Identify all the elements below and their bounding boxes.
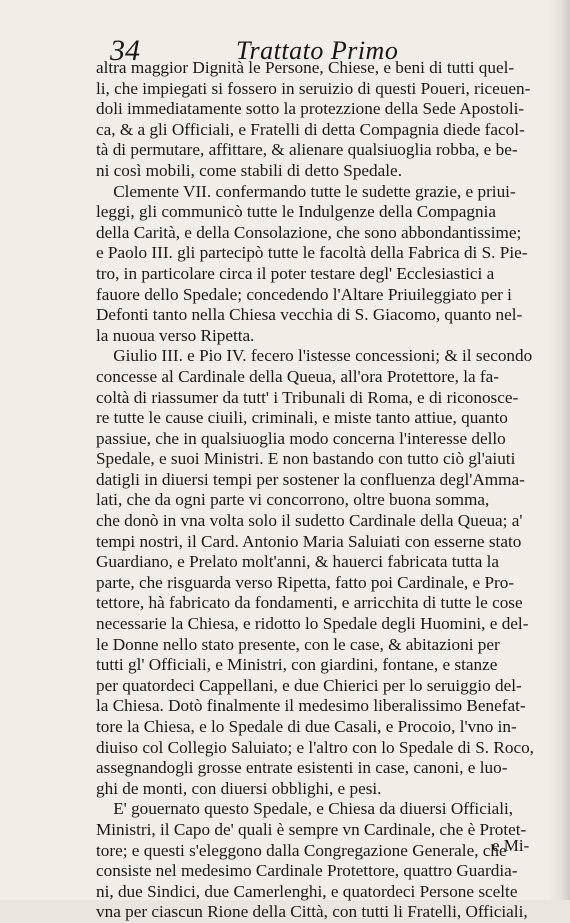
text-line: ni, due Sindici, due Camerlenghi, e quatordeci Persone scelte xyxy=(96,881,518,901)
text-line: che donò in vna volta solo il sudetto Cardinale della Queua; a' xyxy=(96,511,523,531)
text-line: li, che impiegati si fossero in seruizio di questi Poueri, riceuen- xyxy=(96,78,531,98)
text-line: concesse al Cardinale della Queua, all'ora Protettore, la fa- xyxy=(96,366,499,386)
text-line: parte, che risguarda verso Ripetta, fatto poi Cardinale, e Pro- xyxy=(96,572,515,592)
text-line: Guardiano, e Prelato molt'anni, & hauerci fabricata tutta la xyxy=(96,552,500,572)
text-line: coltà di riassumer da tutt' i Tribunali di Roma, e di riconosce- xyxy=(96,387,519,407)
text-line: passiue, che in qualsiuoglia modo concerna l'interesse dello xyxy=(96,428,506,448)
running-title: Trattato Primo xyxy=(236,36,399,65)
text-line: tà di permutare, affittare, & alienare qualsiuoglia robba, e be- xyxy=(96,140,518,160)
text-line: tempi nostri, il Card. Antonio Maria Saluiati con esserne stato xyxy=(96,531,522,551)
text-line: tro, in particolare circa il poter testare degl' Ecclesiastici a xyxy=(96,263,495,283)
catchword: e Mi- xyxy=(492,836,530,855)
text-line: Ministri, il Capo de' quali è sempre vn Cardinale, che è Protet- xyxy=(96,819,527,839)
text-line: lati, che da ogni parte vi concorrono, oltre buona somma, xyxy=(96,490,490,510)
text-line: E' gouernato questo Spedale, e Chiesa da diuersi Officiali, xyxy=(96,799,514,819)
text-line: Defonti tanto nella Chiesa vecchia di S. Giacomo, quanto nel- xyxy=(96,305,523,325)
text-line: re tutte le cause ciuili, criminali, e miste tanto attiue, quanto xyxy=(96,408,508,428)
text-line: fauore dello Spedale; concedendo l'Altare Priuileggiato per i xyxy=(96,284,512,304)
text-line: vna per ciascun Rione della Città, con tutti li Fratelli, Officiali, xyxy=(96,902,528,922)
text-line: Giulio III. e Pio IV. fecero l'istesse concessioni; & il secondo xyxy=(96,346,533,366)
text-line: ni così mobili, come stabili di detto Spedale. xyxy=(96,160,402,180)
text-line: la Chiesa. Dotò finalmente il medesimo liberalissimo Benefat- xyxy=(96,696,526,716)
text-line: leggi, gli communicò tutte le Indulgenze della Compagnia xyxy=(96,202,496,222)
body-text xyxy=(96,58,556,923)
text-line: necessarie la Chiesa, e ridotto lo Spedale degli Huomini, e del- xyxy=(96,614,529,634)
text-line: tore la Chiesa, e lo Spedale di due Casali, e Procoio, l'vno in- xyxy=(96,717,517,736)
text-line: ghi de monti, con diuersi obblighi, e pesi. xyxy=(96,778,382,798)
text-line: ca, & a gli Officiali, e Fratelli di detta Compagnia diede facol- xyxy=(96,119,525,139)
text-line: tutti gl' Officiali, e Ministri, con giardini, fontane, e stanze xyxy=(96,655,498,675)
text-line: diuiso col Collegio Saluiato; e l'altro con lo Spedale di S. Roco, xyxy=(96,737,534,757)
text-line: doli immediatamente sotto la protezzione della Sede Apostoli- xyxy=(96,99,525,119)
text-line: Spedale, e suoi Ministri. E non bastando con tutto ciò gl'aiuti xyxy=(96,449,516,469)
text-line: le Donne nello stato presente, con le case, & abitazioni per xyxy=(96,634,500,654)
text-line: tettore, hà fabricato da fondamenti, e arricchita di tutte le cose xyxy=(96,593,523,613)
text-line: Clemente VII. confermando tutte le sudette grazie, e priui- xyxy=(96,181,516,201)
text-line: per quatordeci Cappellani, e due Chierici per lo seruiggio del- xyxy=(96,675,522,695)
text-line: assegnandogli grosse entrate esistenti in case, canoni, e luo- xyxy=(96,758,508,778)
text-line: della Carità, e della Consolazione, che sono abbondantissime; xyxy=(96,222,522,242)
text-line: tore; e questi s'eleggono dalla Congregazione Generale, che xyxy=(96,840,507,860)
text-line: e Paolo III. gli partecipò tutte le facoltà della Fabrica di S. Pie- xyxy=(96,243,528,263)
text-line: datigli in diuersi tempi per sostener la confluenza degl'Amma- xyxy=(96,469,525,489)
page-number: 34 xyxy=(110,34,140,67)
text-line: altra maggior Dignità le Persone, Chiese, e beni di tutti quel- xyxy=(96,58,515,77)
text-line: consiste nel medesimo Cardinale Protettore, quattro Guardia- xyxy=(96,861,518,881)
text-line: la nuoua verso Ripetta. xyxy=(96,325,255,345)
